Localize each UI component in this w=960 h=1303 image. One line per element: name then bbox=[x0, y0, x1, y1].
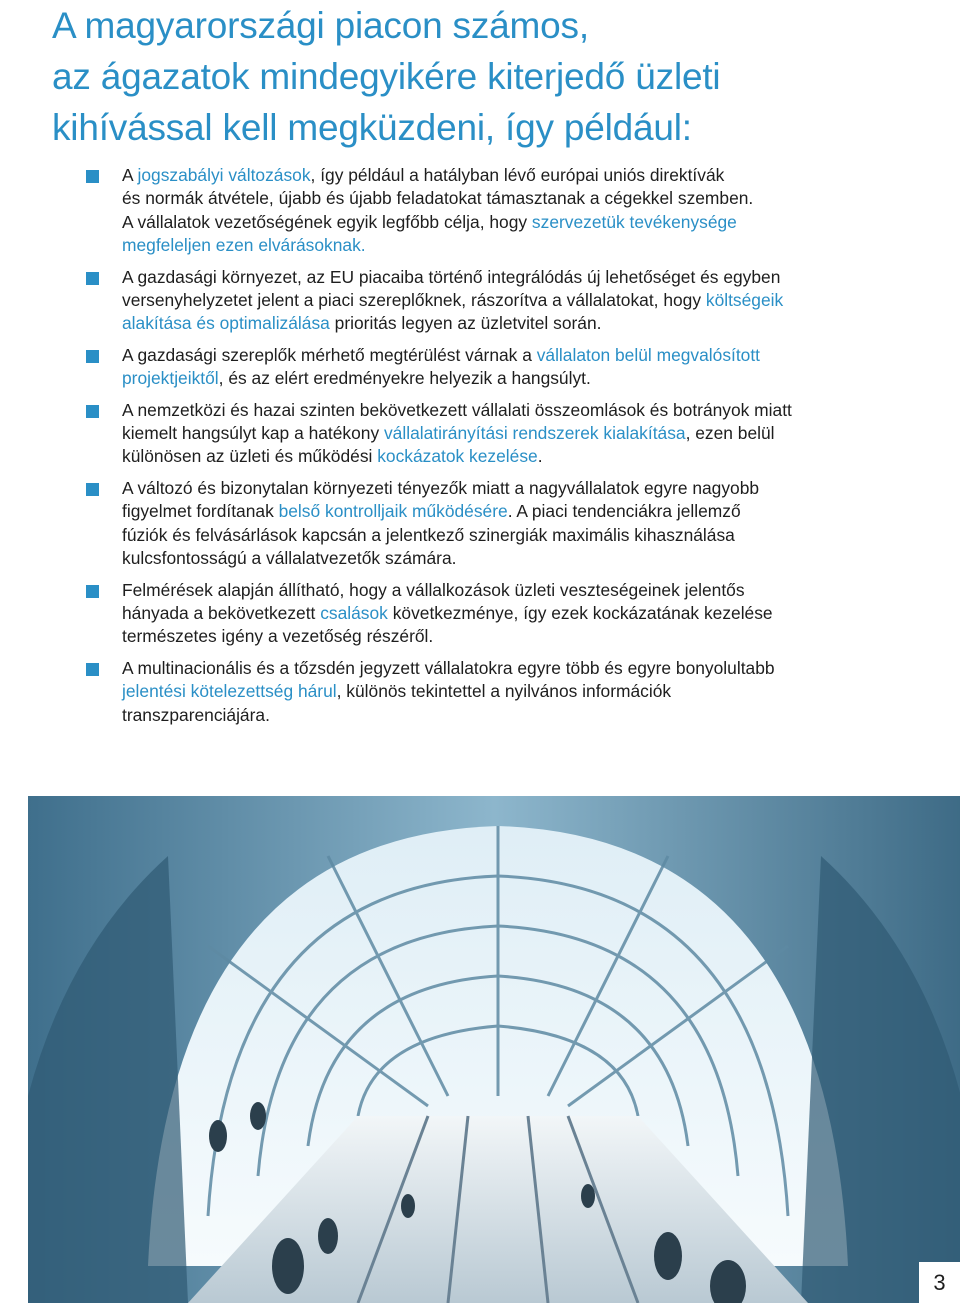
text-segment: . bbox=[537, 446, 543, 467]
text-segment: figyelmet fordítanak bbox=[122, 501, 279, 522]
bullet-line bbox=[122, 266, 926, 289]
text-segment: , különös tekintettel a nyilvános információk bbox=[336, 681, 672, 702]
bullet-square-icon bbox=[86, 483, 99, 496]
bullet-line bbox=[122, 422, 926, 445]
page-title bbox=[52, 0, 932, 153]
text-segment: , és az elért eredményekre helyezik a hangsúlyt. bbox=[218, 368, 591, 389]
text-segment: A multinacionális és a tőzsdén jegyzett vállalatokra egyre több és egyre bonyolultabb bbox=[122, 657, 775, 678]
highlighted-phrase: kockázatok kezelése bbox=[377, 446, 538, 467]
highlighted-phrase: jelentési kötelezettség hárul bbox=[122, 681, 337, 702]
highlighted-phrase: vállalatirányítási rendszerek kialakítása bbox=[383, 423, 686, 444]
highlighted-phrase: alakítása és optimalizálása bbox=[122, 313, 330, 334]
bullet-square-icon bbox=[86, 663, 99, 676]
text-segment: A nemzetközi és hazai szinten bekövetkezett vállalati összeomlások és botrányok miatt bbox=[122, 399, 792, 420]
bullet-line bbox=[122, 344, 926, 367]
highlighted-phrase: jogszabályi változások bbox=[137, 165, 311, 185]
text-segment: , ezen belül bbox=[685, 423, 775, 444]
bullet-line bbox=[122, 399, 926, 422]
text-segment: kulcsfontosságú a vállalatvezetők számára. bbox=[122, 548, 457, 569]
bullet-line bbox=[122, 477, 926, 500]
bullet-square-icon bbox=[86, 405, 99, 418]
text-segment: fúziók és felvásárlások kapcsán a jelentkező szinergiák maximális kihasználása bbox=[122, 524, 735, 545]
bullet-line bbox=[122, 367, 926, 390]
text-segment: prioritás legyen az üzletvitel során. bbox=[329, 313, 602, 334]
text-segment: következménye, így ezek kockázatának kezelése bbox=[387, 602, 773, 623]
bullet-item bbox=[86, 399, 926, 469]
text-segment: versenyhelyzetet jelent a piaci szereplőknek, rászorítva a vállalatokat, hogy bbox=[122, 290, 706, 311]
highlighted-phrase: vállalaton belül megvalósított bbox=[536, 344, 761, 365]
highlighted-phrase: szervezetük tevékenysége bbox=[531, 211, 737, 232]
bullet-line bbox=[122, 234, 926, 257]
text-segment: természetes igény a vezetőség részéről. bbox=[122, 626, 434, 647]
bullet-line bbox=[122, 579, 926, 602]
bullet-square-icon bbox=[86, 585, 99, 598]
page-number: 3 bbox=[919, 1262, 960, 1303]
bullet-item bbox=[86, 477, 926, 571]
bullet-line bbox=[122, 680, 926, 703]
bullet-line bbox=[122, 602, 926, 625]
bullet-line bbox=[122, 312, 926, 335]
highlighted-phrase: megfeleljen ezen elvárásoknak. bbox=[122, 235, 366, 256]
text-segment: különösen az üzleti és működési bbox=[122, 446, 378, 467]
text-segment: A gazdasági környezet, az EU piacaiba történő integrálódás új lehetőséget és egyben bbox=[122, 266, 781, 287]
bullet-square-icon bbox=[86, 350, 99, 363]
bullet-line bbox=[122, 187, 926, 210]
bullet-line bbox=[122, 547, 926, 570]
bullet-line bbox=[122, 657, 926, 680]
text-segment: transzparenciájára. bbox=[122, 704, 270, 725]
bullet-square-icon bbox=[86, 170, 99, 183]
text-segment: és normák átvétele, újabb és újabb feladatokat támasztanak a cégekkel szemben. bbox=[122, 188, 754, 209]
highlighted-phrase: csalások bbox=[320, 602, 388, 623]
bullet-list bbox=[86, 164, 926, 735]
bullet-item bbox=[86, 579, 926, 649]
bullet-square-icon bbox=[86, 272, 99, 285]
text-segment: kiemelt hangsúlyt kap a hatékony bbox=[122, 423, 384, 444]
text-segment: A változó és bizonytalan környezeti tényezők miatt a nagyvállalatok egyre nagyobb bbox=[122, 477, 760, 498]
escalator-station-photo bbox=[28, 796, 960, 1303]
bullet-line bbox=[122, 164, 926, 187]
title-line: A magyarországi piacon számos, bbox=[52, 5, 589, 46]
highlighted-phrase: belső kontrolljaik működésére bbox=[278, 501, 508, 522]
text-segment: hányada a bekövetkezett bbox=[122, 602, 321, 623]
bullet-item bbox=[86, 657, 926, 727]
text-segment: , így például a hatályban lévő európai uniós direktívák bbox=[310, 165, 725, 185]
bullet-line bbox=[122, 500, 926, 523]
text-segment: A bbox=[122, 165, 138, 185]
bullet-line bbox=[122, 524, 926, 547]
bullet-line bbox=[122, 211, 926, 234]
highlighted-phrase: költségeik bbox=[705, 290, 784, 311]
title-line: az ágazatok mindegyikére kiterjedő üzleti bbox=[52, 56, 721, 97]
bullet-item bbox=[86, 266, 926, 336]
text-segment: . A piaci tendenciákra jellemző bbox=[507, 501, 741, 522]
bullet-line bbox=[122, 625, 926, 648]
highlighted-phrase: projektjeiktől bbox=[122, 368, 219, 389]
photo-illustration bbox=[28, 796, 960, 1303]
bullet-item bbox=[86, 164, 926, 258]
bullet-line bbox=[122, 704, 926, 727]
text-segment: Felmérések alapján állítható, hogy a vállalkozások üzleti veszteségeinek jelentős bbox=[122, 579, 745, 600]
bullet-line bbox=[122, 445, 926, 468]
bullet-item bbox=[86, 344, 926, 391]
text-segment: A gazdasági szereplők mérhető megtérülést várnak a bbox=[122, 344, 537, 365]
text-segment: A vállalatok vezetőségének egyik legfőbb célja, hogy bbox=[122, 211, 532, 232]
title-line: kihívással kell megküzdeni, így például: bbox=[52, 107, 692, 148]
bullet-line bbox=[122, 289, 926, 312]
